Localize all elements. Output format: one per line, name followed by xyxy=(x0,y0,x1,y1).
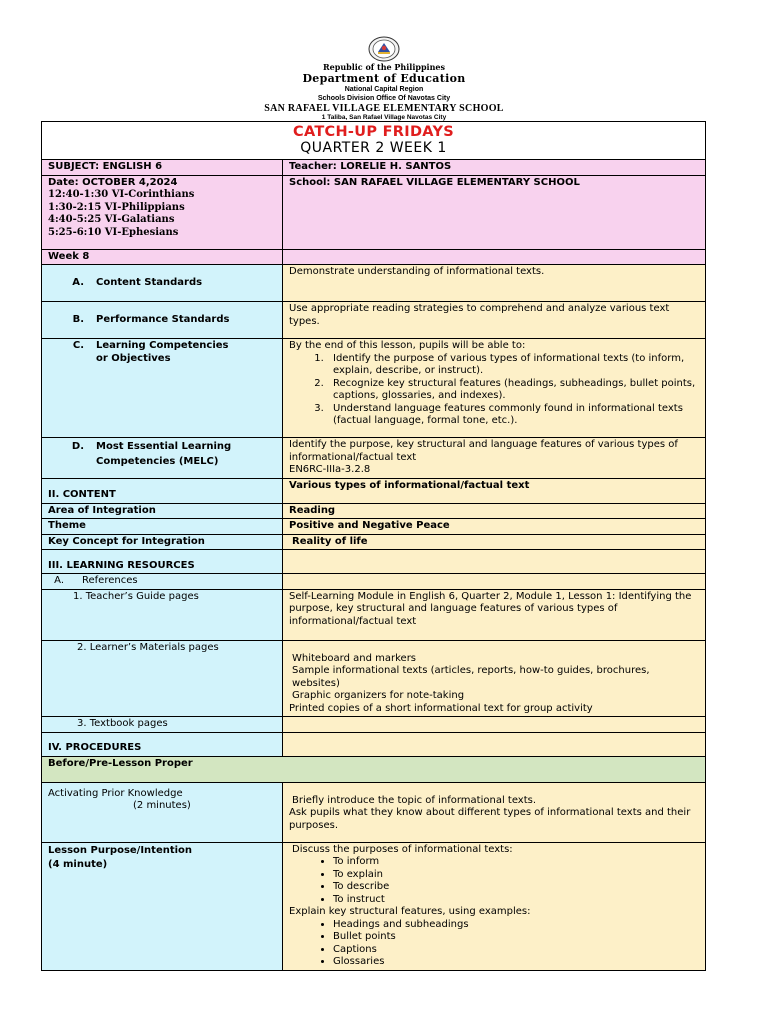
lm-item-1: Whiteboard and markers xyxy=(292,652,417,664)
purpose-value xyxy=(283,842,706,970)
apk-row xyxy=(42,782,706,842)
week-row xyxy=(42,249,706,265)
content-heading-row xyxy=(42,478,706,503)
content-standards-row xyxy=(42,265,706,302)
melc-code: EN6RC-IIIa-3.2.8 xyxy=(289,464,371,475)
purpose-time: (4 minute) xyxy=(48,859,108,870)
division-line: Schools Division Office Of Navotas City xyxy=(317,95,451,102)
lm-value xyxy=(283,640,706,717)
tg-value: Self-Learning Module in English 6, Quarter 2, Module 1, Lesson 1: Identifying the purpose, key structural and language features of various types of informational/factual text xyxy=(283,589,706,640)
lm-item-4: Printed copies of a short informational text for group activity xyxy=(289,702,593,714)
area-value: Reading xyxy=(283,503,706,519)
concept-row xyxy=(42,534,706,550)
apk-label xyxy=(42,782,283,842)
melc-text: Identify the purpose, key structural and language features of various types of informational/factual text xyxy=(289,439,678,463)
area-row xyxy=(42,503,706,519)
subject-row xyxy=(42,160,706,176)
textbook-label: 3. Textbook pages xyxy=(42,717,283,733)
references-empty xyxy=(283,574,706,590)
features-list xyxy=(289,919,699,969)
performance-standards-value: Use appropriate reading strategies to comprehend and analyze various text types. xyxy=(283,302,706,339)
lesson-plan-table xyxy=(41,121,706,971)
apk-title: Activating Prior Knowledge xyxy=(48,787,183,799)
purpose-item-2: • To explain xyxy=(333,869,699,882)
features-intro: Explain key structural features, using examples: xyxy=(289,906,531,917)
lm-label: 2. Learner’s Materials pages xyxy=(42,640,283,717)
resources-heading-row xyxy=(42,550,706,574)
theme-label: Theme xyxy=(42,519,283,535)
performance-standards-label: B. Performance Standards xyxy=(42,302,283,339)
department-line: Department of Education xyxy=(302,72,466,85)
competency-item-1: 1. Identify the purpose of various types of informational texts (to inform, explain, describe, or instruct). xyxy=(327,353,699,378)
competencies-intro: By the end of this lesson, pupils will be able to: xyxy=(289,340,526,351)
content-standards-value: Demonstrate understanding of informational texts. xyxy=(283,265,706,302)
concept-value: Reality of life xyxy=(283,534,706,550)
competencies-list xyxy=(289,353,699,428)
apk-item-1: Briefly introduce the topic of informational texts. xyxy=(292,794,537,806)
date-row xyxy=(42,175,706,249)
republic-line: Republic of the Philippines xyxy=(322,62,445,72)
tg-row xyxy=(42,589,706,640)
competency-item-2: 2. Recognize key structural features (headings, subheadings, bullet points, captions, glossaries, and indexes). xyxy=(327,378,699,403)
purpose-label xyxy=(42,842,283,970)
purpose-list xyxy=(289,856,699,906)
title-row xyxy=(42,122,706,160)
resources-heading-empty xyxy=(283,550,706,574)
teacher-cell: Teacher: LORELIE H. SANTOS xyxy=(283,160,706,176)
theme-row xyxy=(42,519,706,535)
before-lesson-heading: Before/Pre-Lesson Proper xyxy=(42,756,706,782)
region-line: National Capital Region xyxy=(344,86,424,93)
feature-item-3: • Captions xyxy=(333,944,699,957)
competencies-label: C. Learning Competencies or Objectives xyxy=(42,339,283,438)
deped-seal-icon xyxy=(368,36,400,62)
feature-item-1: • Headings and subheadings xyxy=(333,919,699,932)
references-row xyxy=(42,574,706,590)
schedule-4: 5:25-6:10 VI-Ephesians xyxy=(48,226,179,238)
apk-item-2: Ask pupils what they know about different types of informational texts and their purposes. xyxy=(289,807,691,831)
address-line: 1 Taliba, San Rafael Village Navotas City xyxy=(321,114,447,121)
feature-item-2: • Bullet points xyxy=(333,931,699,944)
subject-cell: SUBJECT: ENGLISH 6 xyxy=(42,160,283,176)
content-heading: II. CONTENT xyxy=(42,478,283,503)
performance-standards-row xyxy=(42,302,706,339)
procedures-heading-empty xyxy=(283,732,706,756)
quarter-week-title: QUARTER 2 WEEK 1 xyxy=(300,140,447,156)
date-cell xyxy=(42,175,283,249)
competencies-row xyxy=(42,339,706,438)
melc-label: D. Most Essential Learning Competencies (MELC) xyxy=(42,438,283,479)
week-cell: Week 8 xyxy=(42,249,283,265)
content-standards-label: A. Content Standards xyxy=(42,265,283,302)
textbook-row xyxy=(42,717,706,733)
lm-row xyxy=(42,640,706,717)
schedule-3: 4:40-5:25 VI-Galatians xyxy=(48,214,175,225)
competency-item-3: 3. Understand language features commonly found in informational texts (factual language, formal tone, etc.). xyxy=(327,403,699,428)
resources-heading: III. LEARNING RESOURCES xyxy=(42,550,283,574)
melc-value xyxy=(283,438,706,479)
concept-label: Key Concept for Integration xyxy=(42,534,283,550)
purpose-intro: Discuss the purposes of informational texts: xyxy=(292,843,513,855)
catch-up-title: CATCH-UP FRIDAYS xyxy=(293,124,454,140)
purpose-title: Lesson Purpose/Intention xyxy=(48,844,193,856)
apk-time: (2 minutes) xyxy=(133,800,191,811)
purpose-item-1: • To inform xyxy=(333,856,699,869)
melc-row xyxy=(42,438,706,479)
apk-value xyxy=(283,782,706,842)
textbook-empty xyxy=(283,717,706,733)
feature-item-4: • Glossaries xyxy=(333,956,699,969)
title-cell xyxy=(42,122,706,160)
tg-label: 1. Teacher’s Guide pages xyxy=(42,589,283,640)
week-empty-cell xyxy=(283,249,706,265)
lm-item-3: Graphic organizers for note-taking xyxy=(292,690,465,701)
purpose-row xyxy=(42,842,706,970)
procedures-heading: IV. PROCEDURES xyxy=(42,732,283,756)
theme-value: Positive and Negative Peace xyxy=(283,519,706,535)
schedule-1: 12:40-1:30 VI-Corinthians xyxy=(48,189,195,200)
purpose-item-3: • To describe xyxy=(333,881,699,894)
procedures-heading-row xyxy=(42,732,706,756)
before-lesson-row xyxy=(42,756,706,782)
content-topic: Various types of informational/factual text xyxy=(283,478,706,503)
school-cell: School: SAN RAFAEL VILLAGE ELEMENTARY SCHOOL xyxy=(283,175,706,249)
school-line: SAN RAFAEL VILLAGE ELEMENTARY SCHOOL xyxy=(264,103,504,114)
date-text: Date: OCTOBER 4,2024 xyxy=(48,176,178,188)
lm-item-2: Sample informational texts (articles, reports, how-to guides, brochures, websites) xyxy=(292,665,650,689)
competencies-value xyxy=(283,339,706,438)
area-label: Area of Integration xyxy=(42,503,283,519)
purpose-item-4: • To instruct xyxy=(333,894,699,907)
schedule-2: 1:30-2:15 VI-Philippians xyxy=(48,201,185,213)
references-label: A. References xyxy=(42,574,283,590)
